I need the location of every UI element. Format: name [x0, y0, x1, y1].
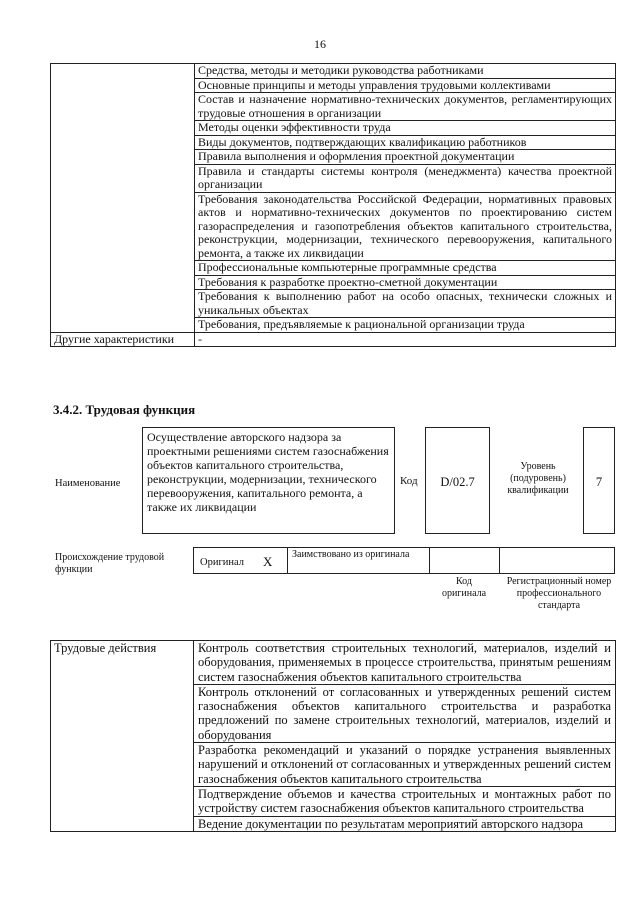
code-original-caption: Код оригинала — [441, 576, 487, 599]
reg-number-caption: Регистрационный номер профессионального стандарта — [506, 576, 612, 611]
knowledge-table — [50, 63, 616, 347]
table-cell: Требования законодательства Российской Федерации, нормативных правовых актов и нормативно-технических документов по проектированию систем газораспределения и газопотребления объектов капитального строительства, реконструкции, модернизации, технического перевооружения, капитального ремонта, а также их ликвидации — [195, 192, 616, 261]
table-cell: Профессиональные компьютерные программные средства — [195, 261, 616, 276]
table-cell: Методы оценки эффективности труда — [195, 121, 616, 136]
function-name-box — [142, 427, 395, 534]
function-name-value: Осуществление авторского надзора за проектными решениями систем газоснабжения объектов капитального строительства, реконструкции, модернизации, технического перевооружения, капитального ремонта, а также их ликвидации — [147, 430, 389, 514]
table-cell: Требования к разработке проектно-сметной документации — [195, 275, 616, 290]
section-title: 3.4.2. Трудовая функция — [53, 402, 196, 417]
other-characteristics-label: Другие характеристики — [51, 332, 195, 347]
table-row — [51, 641, 616, 685]
table-cell: Требования, предъявляемые к рациональной организации труда — [195, 318, 616, 333]
name-label: Наименование — [55, 478, 121, 489]
origin-label: Происхождение трудовой функции — [55, 552, 165, 575]
label-cell-empty — [51, 64, 195, 333]
level-box — [583, 427, 615, 534]
page-number: 16 — [314, 37, 326, 51]
code-box — [425, 427, 490, 534]
table-cell: Подтверждение объемов и качества строительных и монтажных работ по устройству систем газоснабжения объектов капитального строительства — [194, 786, 616, 816]
code-value: D/02.7 — [440, 475, 475, 489]
table-cell: Правила выполнения и оформления проектной документации — [195, 150, 616, 165]
divider — [499, 548, 500, 573]
labor-actions-label: Трудовые действия — [51, 641, 194, 832]
table-cell: Требования к выполнению работ на особо опасных, технически сложных и уникальных объектах — [195, 290, 616, 318]
labor-actions-table — [50, 640, 616, 832]
code-label: Код — [400, 475, 418, 487]
table-cell: Контроль отклонений от согласованных и утвержденных решений систем газоснабжения объектов капитального строительства и разработка предложений по замене строительных технологий, материалов, изделий и оборудования — [194, 684, 616, 742]
borrowed-label: Заимствовано из оригинала — [292, 549, 410, 560]
original-label: Оригинал — [200, 557, 244, 568]
origin-row — [193, 547, 615, 574]
level-label: Уровень (подуровень) квалификации — [507, 461, 569, 496]
table-row — [51, 332, 616, 347]
table-cell: Основные принципы и методы управления трудовыми коллективами — [195, 78, 616, 93]
divider — [287, 548, 288, 573]
table-cell: Виды документов, подтверждающих квалификацию работников — [195, 135, 616, 150]
table-cell: Ведение документации по результатам мероприятий авторского надзора — [194, 816, 616, 831]
other-characteristics-value: - — [195, 332, 616, 347]
table-row — [51, 64, 616, 79]
table-cell: Средства, методы и методики руководства работниками — [195, 64, 616, 79]
level-value: 7 — [595, 475, 603, 489]
table-cell: Контроль соответствия строительных технологий, материалов, изделий и оборудования, применяемых в процессе строительства, принятым решениям систем газоснабжения объектов капитального строительства — [194, 641, 616, 685]
table-cell: Состав и назначение нормативно-технических документов, регламентирующих трудовые отношения в организации — [195, 93, 616, 121]
table-cell: Разработка рекомендаций и указаний о порядке устранения выявленных нарушений и отклонений от согласованных и утвержденных решений систем газоснабжения объектов капитального строительства — [194, 743, 616, 787]
divider — [429, 548, 430, 573]
table-cell: Правила и стандарты системы контроля (менеджмента) качества проектной организации — [195, 164, 616, 192]
original-mark: X — [263, 554, 273, 569]
